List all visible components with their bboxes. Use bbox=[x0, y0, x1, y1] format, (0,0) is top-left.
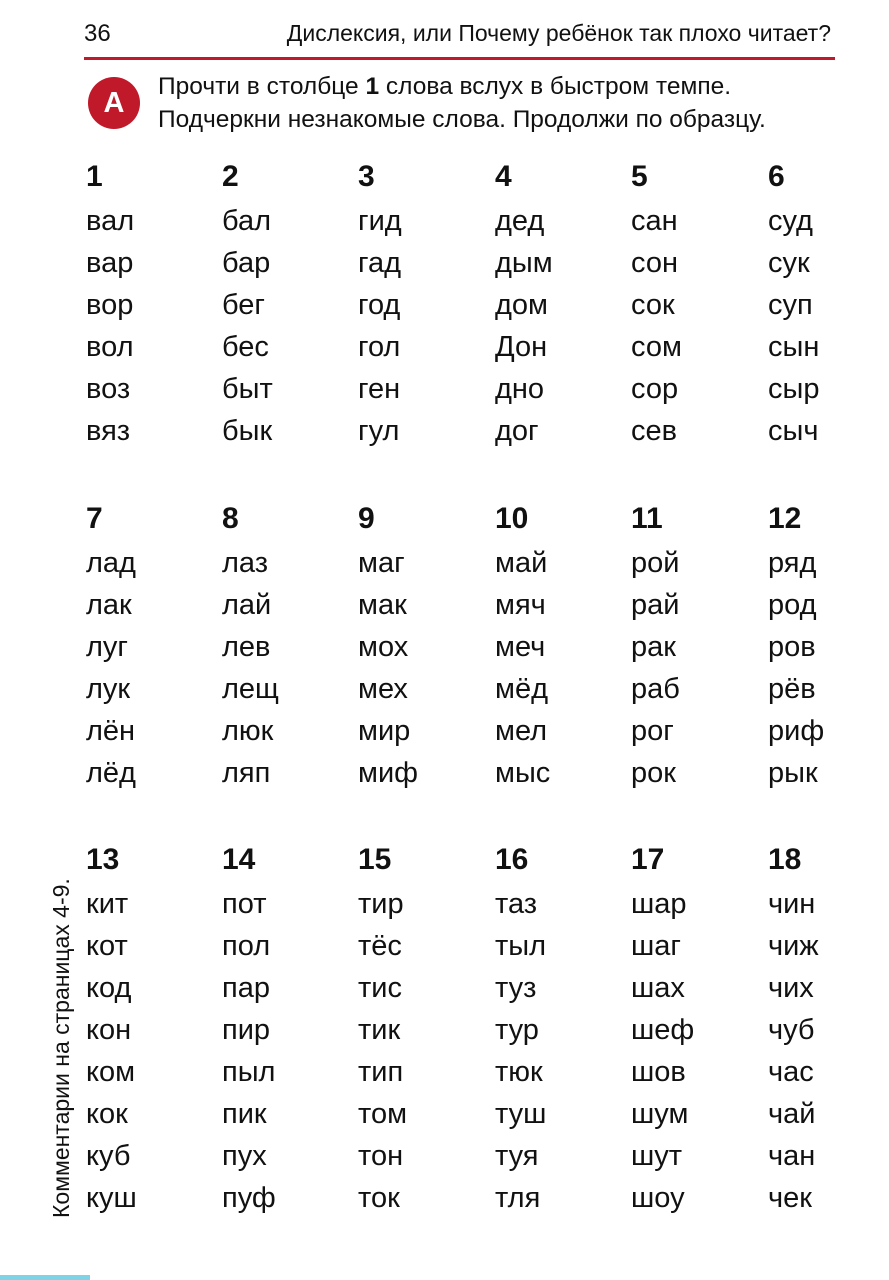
word-item: тур bbox=[495, 1014, 539, 1046]
word-item: лёд bbox=[86, 757, 136, 789]
column-number: 8 bbox=[222, 502, 239, 535]
word-item: мох bbox=[358, 631, 409, 663]
word-item: бег bbox=[222, 289, 265, 321]
word-item: чуб bbox=[768, 1014, 815, 1046]
word-item: туя bbox=[495, 1140, 539, 1172]
column-number: 1 bbox=[86, 160, 103, 193]
word-item: сыч bbox=[768, 415, 819, 447]
word-item: ток bbox=[358, 1182, 400, 1214]
word-item: вал bbox=[86, 205, 135, 237]
word-column bbox=[631, 499, 761, 794]
word-item: пол bbox=[222, 930, 271, 962]
word-item: туш bbox=[495, 1098, 547, 1130]
word-item: суд bbox=[768, 205, 813, 237]
word-item: ляп bbox=[222, 757, 271, 789]
word-item: дым bbox=[495, 247, 553, 279]
word-item: маг bbox=[358, 547, 405, 579]
word-column bbox=[768, 157, 889, 452]
word-item: мак bbox=[358, 589, 407, 621]
instruction-text: Прочти в столбце bbox=[158, 73, 366, 100]
word-item: шаг bbox=[631, 930, 681, 962]
instruction-text: слова вслух в быстром темпе. bbox=[379, 73, 732, 100]
word-item: чек bbox=[768, 1182, 812, 1214]
word-item: кит bbox=[86, 888, 129, 920]
word-item: лук bbox=[86, 673, 131, 705]
word-item: кот bbox=[86, 930, 128, 962]
word-item: бык bbox=[222, 415, 273, 447]
word-item: дно bbox=[495, 373, 545, 405]
word-item: лак bbox=[86, 589, 132, 621]
column-number: 7 bbox=[86, 502, 103, 535]
word-column bbox=[358, 157, 488, 452]
word-column bbox=[222, 157, 352, 452]
word-column bbox=[768, 840, 889, 1219]
word-item: ген bbox=[358, 373, 401, 405]
word-item: дог bbox=[495, 415, 539, 447]
word-item: сор bbox=[631, 373, 679, 405]
word-item: шах bbox=[631, 972, 685, 1004]
word-column bbox=[631, 157, 761, 452]
word-item: бес bbox=[222, 331, 269, 363]
column-number: 10 bbox=[495, 502, 529, 535]
task-badge: А bbox=[88, 77, 140, 129]
word-item: рог bbox=[631, 715, 674, 747]
word-item: гул bbox=[358, 415, 400, 447]
instruction-column-number: 1 bbox=[365, 73, 380, 100]
instruction-line-2: Подчеркни незнакомые слова. Продолжи по образцу. bbox=[158, 106, 766, 133]
word-item: пыл bbox=[222, 1056, 276, 1088]
word-item: туз bbox=[495, 972, 537, 1004]
word-item: лай bbox=[222, 589, 272, 621]
word-item: гад bbox=[358, 247, 401, 279]
column-number: 6 bbox=[768, 160, 785, 193]
word-item: рык bbox=[768, 757, 818, 789]
word-column bbox=[495, 840, 625, 1219]
word-item: суп bbox=[768, 289, 813, 321]
word-item: вол bbox=[86, 331, 134, 363]
word-column bbox=[222, 499, 352, 794]
word-item: тыл bbox=[495, 930, 547, 962]
word-item: тон bbox=[358, 1140, 404, 1172]
word-item: миф bbox=[358, 757, 418, 789]
column-number: 13 bbox=[86, 843, 120, 876]
word-item: бал bbox=[222, 205, 271, 237]
column-number: 12 bbox=[768, 502, 802, 535]
word-item: тёс bbox=[358, 930, 402, 962]
word-column bbox=[631, 840, 761, 1219]
word-item: лён bbox=[86, 715, 136, 747]
word-column bbox=[86, 157, 216, 452]
word-item: таз bbox=[495, 888, 538, 920]
column-number: 14 bbox=[222, 843, 256, 876]
word-item: люк bbox=[222, 715, 274, 747]
word-column bbox=[358, 499, 488, 794]
word-item: лаз bbox=[222, 547, 269, 579]
word-item: рак bbox=[631, 631, 676, 663]
word-item: сом bbox=[631, 331, 682, 363]
word-column bbox=[86, 840, 216, 1219]
word-item: тик bbox=[358, 1014, 401, 1046]
word-item: год bbox=[358, 289, 401, 321]
word-item: воз bbox=[86, 373, 131, 405]
word-item: ком bbox=[86, 1056, 136, 1088]
page-number: 36 bbox=[84, 20, 111, 47]
word-item: чиж bbox=[768, 930, 819, 962]
word-item: шут bbox=[631, 1140, 683, 1172]
word-item: сыр bbox=[768, 373, 820, 405]
word-column bbox=[222, 840, 352, 1219]
word-item: тип bbox=[358, 1056, 404, 1088]
word-item: лещ bbox=[222, 673, 279, 705]
word-item: тюк bbox=[495, 1056, 543, 1088]
word-column bbox=[495, 499, 625, 794]
header-rule bbox=[84, 57, 835, 60]
word-item: кок bbox=[86, 1098, 128, 1130]
word-item: шов bbox=[631, 1056, 686, 1088]
word-column bbox=[86, 499, 216, 794]
bottom-strip bbox=[0, 1275, 90, 1280]
word-item: пуф bbox=[222, 1182, 276, 1214]
word-column bbox=[358, 840, 488, 1219]
word-item: сын bbox=[768, 331, 820, 363]
word-item: май bbox=[495, 547, 548, 579]
word-item: шум bbox=[631, 1098, 689, 1130]
word-item: куш bbox=[86, 1182, 137, 1214]
word-item: тир bbox=[358, 888, 404, 920]
word-item: мех bbox=[358, 673, 408, 705]
word-item: куб bbox=[86, 1140, 131, 1172]
word-item: шоу bbox=[631, 1182, 685, 1214]
word-item: гол bbox=[358, 331, 401, 363]
word-item: рай bbox=[631, 589, 680, 621]
word-item: сан bbox=[631, 205, 678, 237]
column-number: 9 bbox=[358, 502, 375, 535]
word-item: луг bbox=[86, 631, 128, 663]
word-item: мяч bbox=[495, 589, 546, 621]
word-item: меч bbox=[495, 631, 546, 663]
column-number: 5 bbox=[631, 160, 648, 193]
word-item: код bbox=[86, 972, 132, 1004]
word-item: дом bbox=[495, 289, 548, 321]
word-item: кон bbox=[86, 1014, 132, 1046]
column-number: 18 bbox=[768, 843, 802, 876]
column-number: 15 bbox=[358, 843, 392, 876]
side-caption: Комментарии на страницах 4-9. bbox=[48, 878, 74, 1218]
word-item: род bbox=[768, 589, 817, 621]
word-item: быт bbox=[222, 373, 273, 405]
word-item: пар bbox=[222, 972, 270, 1004]
column-number: 17 bbox=[631, 843, 665, 876]
word-item: тля bbox=[495, 1182, 541, 1214]
task-instruction bbox=[158, 70, 766, 136]
word-column bbox=[495, 157, 625, 452]
word-item: Дон bbox=[495, 331, 548, 363]
word-item: раб bbox=[631, 673, 680, 705]
word-item: чин bbox=[768, 888, 816, 920]
column-number: 3 bbox=[358, 160, 375, 193]
instruction-line-1 bbox=[158, 70, 766, 103]
word-item: лад bbox=[86, 547, 136, 579]
word-item: том bbox=[358, 1098, 408, 1130]
column-number: 11 bbox=[631, 502, 663, 535]
word-item: пир bbox=[222, 1014, 271, 1046]
word-item: шеф bbox=[631, 1014, 695, 1046]
word-item: лев bbox=[222, 631, 271, 663]
word-item: бар bbox=[222, 247, 271, 279]
word-item: рок bbox=[631, 757, 676, 789]
word-item: мёд bbox=[495, 673, 548, 705]
word-item: вар bbox=[86, 247, 134, 279]
word-item: мел bbox=[495, 715, 548, 747]
word-item: тис bbox=[358, 972, 402, 1004]
word-item: чай bbox=[768, 1098, 816, 1130]
word-item: ров bbox=[768, 631, 816, 663]
word-item: вяз bbox=[86, 415, 131, 447]
word-item: сон bbox=[631, 247, 678, 279]
word-column bbox=[768, 499, 889, 794]
word-item: мыс bbox=[495, 757, 551, 789]
column-number: 2 bbox=[222, 160, 239, 193]
running-title: Дислексия, или Почему ребёнок так плохо читает? bbox=[286, 20, 831, 46]
word-item: сев bbox=[631, 415, 678, 447]
word-item: час bbox=[768, 1056, 814, 1088]
word-item: пик bbox=[222, 1098, 267, 1130]
word-item: чих bbox=[768, 972, 814, 1004]
word-item: пот bbox=[222, 888, 267, 920]
word-item: чан bbox=[768, 1140, 816, 1172]
column-number: 16 bbox=[495, 843, 529, 876]
word-item: гид bbox=[358, 205, 402, 237]
word-item: вор bbox=[86, 289, 134, 321]
word-item: риф bbox=[768, 715, 825, 747]
word-item: шар bbox=[631, 888, 687, 920]
column-number: 4 bbox=[495, 160, 512, 193]
word-item: рой bbox=[631, 547, 680, 579]
word-item: дед bbox=[495, 205, 545, 237]
word-item: пух bbox=[222, 1140, 267, 1172]
word-item: сок bbox=[631, 289, 675, 321]
word-item: сук bbox=[768, 247, 810, 279]
word-item: ряд bbox=[768, 547, 817, 579]
word-item: мир bbox=[358, 715, 411, 747]
word-item: рёв bbox=[768, 673, 816, 705]
